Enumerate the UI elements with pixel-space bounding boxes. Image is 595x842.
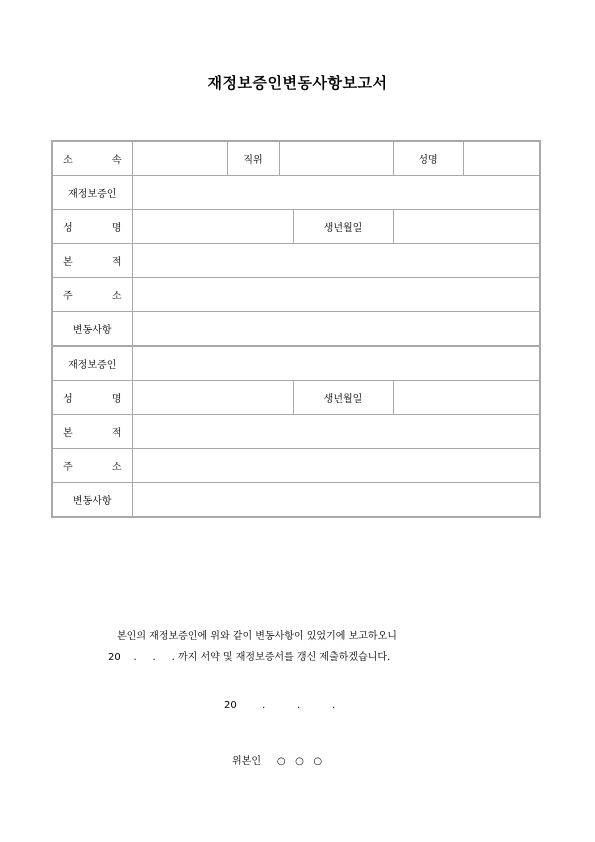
guarantor2-name-row	[52, 381, 540, 415]
guarantor1-change-row	[52, 312, 540, 347]
guarantor2-header-value[interactable]	[132, 346, 540, 381]
guarantor1-header-label: 재정보증인	[52, 176, 132, 210]
guarantor1-birth-value[interactable]	[393, 210, 540, 244]
guarantor-change-form	[51, 140, 541, 518]
guarantor1-address-row	[52, 278, 540, 312]
affiliation-label: 소 속	[52, 141, 132, 176]
guarantor2-birth-label: 생년월일	[293, 381, 393, 415]
guarantor1-registry-row	[52, 244, 540, 278]
position-label: 직위	[227, 141, 279, 176]
guarantor1-header-value[interactable]	[132, 176, 540, 210]
signature-line: 위본인 ○ ○ ○	[232, 756, 323, 767]
guarantor1-header-row	[52, 176, 540, 210]
guarantor1-name-value[interactable]	[132, 210, 293, 244]
guarantor2-header-label: 재정보증인	[52, 346, 132, 381]
guarantor2-birth-value[interactable]	[393, 381, 540, 415]
guarantor1-name-label: 성 명	[52, 210, 132, 244]
guarantor1-birth-label: 생년월일	[293, 210, 393, 244]
guarantor2-registry-row	[52, 415, 540, 449]
name-label: 성명	[393, 141, 463, 176]
name-value[interactable]	[463, 141, 540, 176]
guarantor2-name-value[interactable]	[132, 381, 293, 415]
guarantor2-header-row	[52, 346, 540, 381]
statement-line-2: 20 . . . 까지 서약 및 재정보증서를 갱신 제출하겠습니다.	[108, 652, 391, 663]
guarantor1-name-row	[52, 210, 540, 244]
affiliation-row	[52, 141, 540, 176]
guarantor1-address-label: 주 소	[52, 278, 132, 312]
document-title: 재정보증인변동사항보고서	[207, 74, 388, 92]
guarantor1-address-value[interactable]	[132, 278, 540, 312]
report-date: 20 . . .	[224, 700, 336, 711]
statement-line-1: 본인의 재정보증인에 위와 같이 변동사항이 있었기에 보고하오니	[117, 631, 397, 642]
guarantor2-change-label: 변동사항	[52, 483, 132, 518]
guarantor1-change-label: 변동사항	[52, 312, 132, 347]
guarantor2-change-value[interactable]	[132, 483, 540, 518]
guarantor1-change-value[interactable]	[132, 312, 540, 347]
guarantor2-registry-label: 본 적	[52, 415, 132, 449]
guarantor2-address-row	[52, 449, 540, 483]
position-value[interactable]	[279, 141, 393, 176]
guarantor1-registry-label: 본 적	[52, 244, 132, 278]
affiliation-value[interactable]	[132, 141, 227, 176]
guarantor2-change-row	[52, 483, 540, 518]
guarantor2-registry-value[interactable]	[132, 415, 540, 449]
guarantor2-address-label: 주 소	[52, 449, 132, 483]
guarantor1-registry-value[interactable]	[132, 244, 540, 278]
guarantor2-name-label: 성 명	[52, 381, 132, 415]
guarantor2-address-value[interactable]	[132, 449, 540, 483]
